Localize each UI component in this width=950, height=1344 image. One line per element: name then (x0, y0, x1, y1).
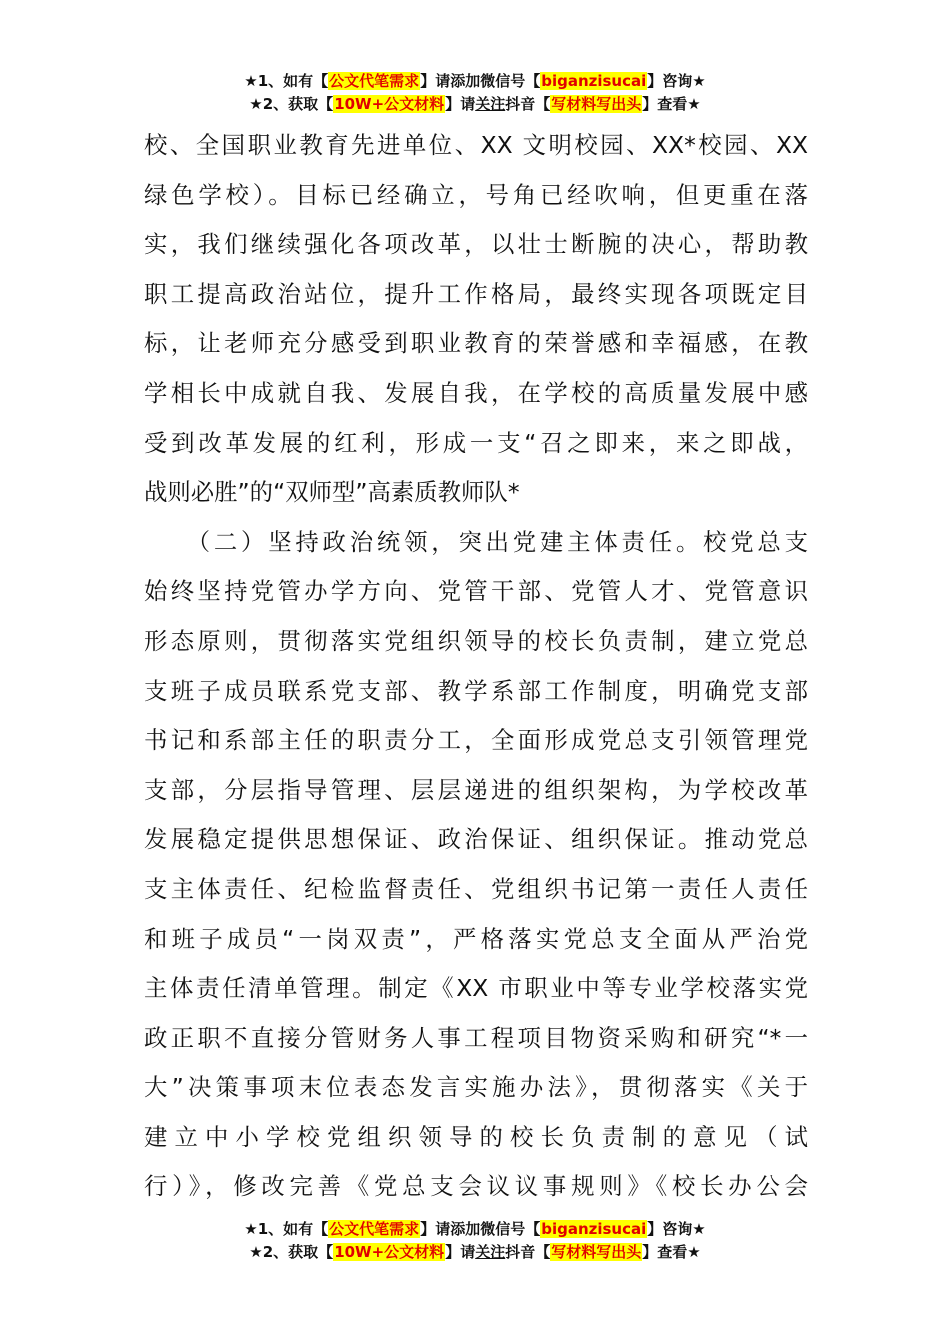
body-line: 战则必胜”的“双师型”高素质教师队* (144, 478, 520, 507)
body-line: 受到改革发展的红利，形成一支“召之即来，来之即战， (144, 428, 808, 457)
header-line-1: ★1、如有【公文代笔需求】请添加微信号【biganzisucai】咨询★ (244, 72, 706, 90)
footer-line-1: ★1、如有【公文代笔需求】请添加微信号【biganzisucai】咨询★ (244, 1220, 706, 1238)
footer-highlight-douyin: 写材料写出头 (551, 1243, 642, 1261)
body-line: 学相长中成就自我、发展自我，在学校的高质量发展中感 (144, 378, 808, 407)
body-line: 和班子成员“一岗双责”，严格落实党总支全面从严治党 (144, 924, 808, 953)
footer-highlight-service: 公文代笔需求 (329, 1220, 420, 1238)
body-line: 大”决策事项末位表态发言实施办法》，贯彻落实《关于 (144, 1073, 808, 1102)
footer-highlight-wechat: biganzisucai (541, 1220, 647, 1238)
footer-line-2: ★2、获取【10W+公文材料】请关注抖音【写材料写出头】查看★ (249, 1243, 701, 1261)
header-line-2: ★2、获取【10W+公文材料】请关注抖音【写材料写出头】查看★ (249, 95, 701, 113)
body-line: 行）》，修改完善《党总支会议议事规则》《校长办公会 (144, 1172, 808, 1201)
header-banner (0, 70, 950, 116)
header-highlight-service: 公文代笔需求 (329, 72, 420, 90)
body-line: 建立中小学校党组织领导的校长负责制的意见（试 (144, 1122, 808, 1151)
body-line: 职工提高政治站位，提升工作格局，最终实现各项既定目 (144, 279, 808, 308)
header-highlight-wechat: biganzisucai (541, 72, 647, 90)
header-highlight-materials: 10W+公文材料 (334, 95, 445, 113)
section-heading-line: （二）坚持政治统领，突出党建主体责任。校党总支 (144, 527, 808, 556)
body-line: 支班子成员联系党支部、教学系部工作制度，明确党支部 (144, 676, 808, 705)
body-line: 政正职不直接分管财务人事工程项目物资采购和研究“*一 (144, 1023, 808, 1052)
body-line: 绿色学校）。目标已经确立，号角已经吹响，但更重在落 (144, 180, 808, 209)
body-line: 主体责任清单管理。制定《XX 市职业中等专业学校落实党 (144, 974, 808, 1003)
body-line: 支部，分层指导管理、层层递进的组织架构，为学校改革 (144, 775, 808, 804)
body-line: 书记和系部主任的职责分工，全面形成党总支引领管理党 (144, 726, 808, 755)
document-body (144, 121, 808, 1212)
footer-banner (0, 1218, 950, 1264)
body-line: 校、全国职业教育先进单位、XX 文明校园、XX*校园、XX (144, 131, 808, 159)
body-line: 发展稳定提供思想保证、政治保证、组织保证。推动党总 (144, 825, 808, 854)
footer-highlight-materials: 10W+公文材料 (334, 1243, 445, 1261)
body-line: 形态原则，贯彻落实党组织领导的校长负责制，建立党总 (144, 626, 808, 655)
body-line: 标，让老师充分感受到职业教育的荣誉感和幸福感，在教 (144, 329, 808, 358)
body-line: 支主体责任、纪检监督责任、党组织书记第一责任人责任 (144, 874, 808, 903)
body-line: 始终坚持党管办学方向、党管干部、党管人才、党管意识 (144, 577, 808, 606)
header-highlight-douyin: 写材料写出头 (551, 95, 642, 113)
body-line: 实，我们继续强化各项改革，以壮士断腕的决心，帮助教 (144, 230, 808, 259)
